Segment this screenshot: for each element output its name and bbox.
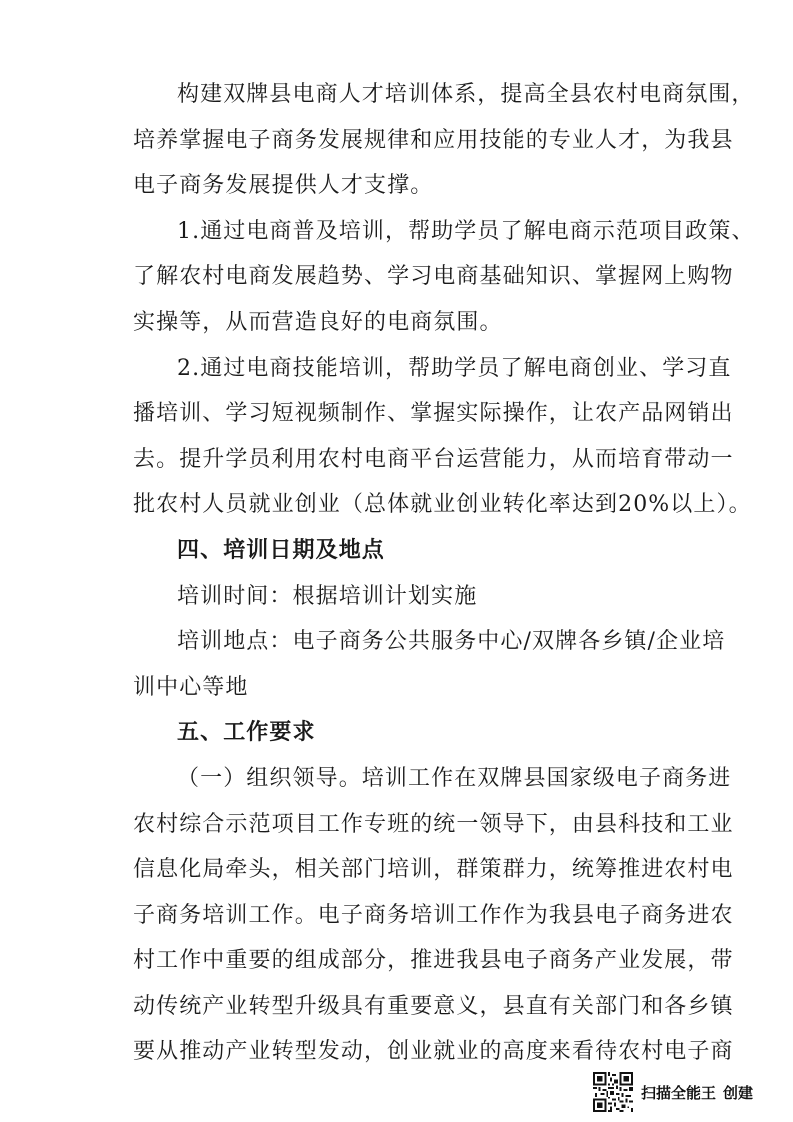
text-line: 训中心等地 xyxy=(133,674,249,700)
text-line: 电子商务发展提供人才支撑。 xyxy=(133,173,434,199)
text-line: 动传统产业转型升级具有重要意义，县直有关部门和各乡镇 xyxy=(133,993,734,1019)
paragraph xyxy=(133,756,733,1075)
paragraph xyxy=(133,209,755,346)
text-line: 构建双牌县电商人才培训体系，提高全县农村电商氛围， xyxy=(177,82,755,107)
qr-code-icon xyxy=(593,1072,633,1112)
paragraph xyxy=(133,346,752,528)
text-line: 了解农村电商发展趋势、学习电商基础知识、掌握网上购物 xyxy=(133,264,734,290)
text-line: 去。提升学员利用农村电商平台运营能力，从而培育带动一 xyxy=(133,446,734,472)
heading-text: 四、培训日期及地点 xyxy=(177,537,385,563)
text-line: 1.通过电商普及培训，帮助学员了解电商示范项目政策、 xyxy=(177,218,755,244)
text-line: 2.通过电商技能培训，帮助学员了解电商创业、学习直 xyxy=(177,355,732,381)
scanner-app-name: 扫描全能王 xyxy=(641,1083,717,1102)
watermark-label xyxy=(641,1082,753,1103)
document-body xyxy=(133,72,755,1075)
paragraph xyxy=(133,574,733,620)
section-heading xyxy=(133,528,733,574)
text-line: 子商务培训工作。电子商务培训工作作为我县电子商务进农 xyxy=(133,902,734,928)
text-line: 实操等，从而营造良好的电商氛围。 xyxy=(133,309,503,335)
text-line: 信息化局牵头，相关部门培训，群策群力，统筹推进农村电 xyxy=(133,857,734,883)
text-line: 培养掌握电子商务发展规律和应用技能的专业人才，为我县 xyxy=(133,127,734,153)
heading-text: 五、工作要求 xyxy=(177,720,316,746)
text-line: 批农村人员就业创业（总体就业创业转化率达到20%以上）。 xyxy=(133,492,752,518)
text-line: 村工作中重要的组成部分，推进我县电子商务产业发展，带 xyxy=(133,948,734,974)
text-line: 培训时间：根据培训计划实施 xyxy=(177,583,478,609)
text-line: （一）组织领导。培训工作在双牌县国家级电子商务进 xyxy=(177,765,732,791)
scanner-action-label: 创建 xyxy=(723,1083,754,1102)
scanner-watermark xyxy=(593,1071,753,1113)
text-line: 要从推动产业转型发动，创业就业的高度来看待农村电子商 xyxy=(133,1039,734,1065)
text-line: 播培训、学习短视频制作、掌握实际操作，让农产品网销出 xyxy=(133,401,734,427)
paragraph xyxy=(133,72,755,209)
text-line: 培训地点：电子商务公共服务中心/双牌各乡镇/企业培 xyxy=(177,629,726,655)
text-line: 农村综合示范项目工作专班的统一领导下，由县科技和工业 xyxy=(133,811,734,837)
section-heading xyxy=(133,710,733,756)
paragraph xyxy=(133,619,733,710)
